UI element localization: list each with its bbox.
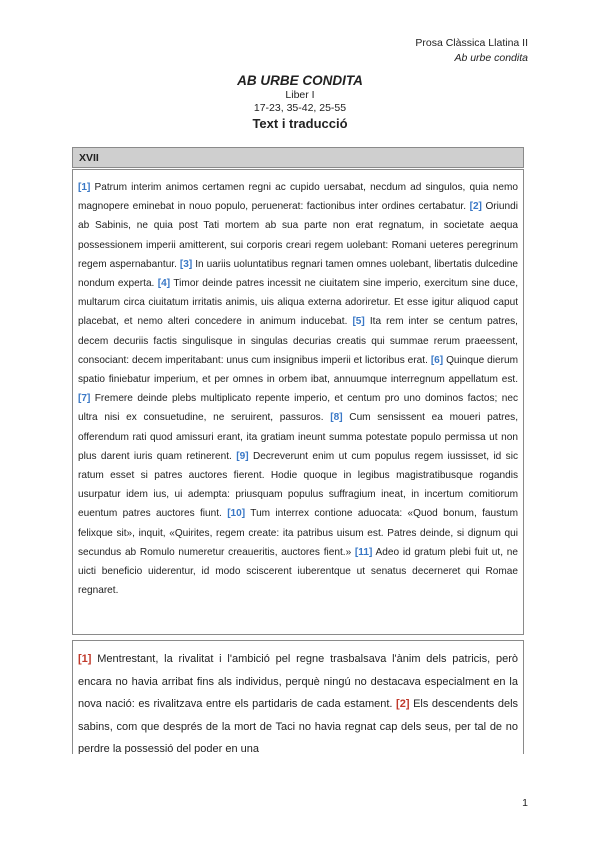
verse-text: Tum interrex contione aduocata: «Quod bonum, faustum felixque sit», inquit, «Quirites, regem create: ita patribus uisum est. Patres deinde, si dignum qui secundus ab Romulo numeretur creaueritis, auctores fient.»: [78, 508, 518, 558]
verse-text: Adeo id gratum plebi fuit ut, ne uicti beneficio uiderentur, id modo sciscerent iuberentque ut senatus decerneret qui Romae regnaret.: [78, 546, 518, 597]
latin-text-box: [72, 169, 524, 635]
verse-text: Oriundi ab Sabinis, ne quia post Tati mortem ab sua parte non erat regnatum, in societate aequa possessionem imperii amitterent, sui corporis creari regem uolebant: Romani ueteres peregrinum regem aspernabantur.: [78, 201, 518, 270]
verse-text: Els descendents dels sabins, com que després de la mort de Taci no havia regnat cap dels seus, per tal de no perdre la possessió del poder en una: [78, 698, 519, 754]
verse-text: In uariis uoluntatibus regnari tamen omnes uolebant, libertatis dulcedine nondum experta.: [78, 258, 518, 290]
verse-text: Patrum interim animos certamen regni ac cupido uersabat, necdum ad singulos, quia nemo magnopere eminebat in nouo populo, peruenerat: factionibus inter ordines certabatur.: [78, 182, 518, 213]
course-name: Prosa Clàssica Llatina II: [415, 37, 528, 49]
verse-text: Decreverunt enim ut cum populus regem iussisset, id sic ratum esset si patres auctores fierent. Hodie quoque in legibus magistratibusque rogandis usurpatur idem ius, ui adempta: priusquam populus suffragium ineat, in incertum comitiorum euentum patres auctores fiunt.: [78, 450, 519, 520]
section-heading: XVII: [72, 147, 524, 168]
verse-number: [3]: [179, 258, 193, 270]
verse-text: Timor deinde patres incessit ne ciuitatem sine imperio, exercitum sine duce, multarum circa ciuitatum irritatis animis, uis aliqua externa adoriretur. Et esse igitur aliquod caput placebat, et nemo alteri concedere in animum inducebat.: [78, 278, 518, 328]
latin-paragraph: [78, 178, 518, 600]
verse-number: [9]: [236, 450, 249, 462]
title-block: [0, 72, 600, 133]
verse-number: [1]: [78, 182, 91, 193]
verse-number: [8]: [330, 412, 343, 424]
verse-number: [5]: [352, 316, 365, 328]
verse-text: Quinque dierum spatio finiebatur imperium, et per omnes in orbem ibat, annuumque interregnum appellatum est.: [78, 354, 519, 386]
verse-number: [6]: [430, 354, 444, 366]
verse-number: [2]: [469, 201, 482, 213]
verse-text: Mentrestant, la rivalitat i l'ambició pel regne trasbalsava l'ànim dels patricis, però encara no havia arribat fins als individus, perquè ningú no destacava especialment en la nova nació: es rivalitzava entre els partidaris de cada estament.: [78, 653, 518, 710]
verse-number: [7]: [78, 393, 91, 405]
verse-number: [4]: [157, 278, 171, 290]
catalan-paragraph: [78, 648, 518, 754]
catalan-translation-box: [72, 640, 524, 754]
page-number: 1: [522, 797, 528, 809]
chapter-range: 17-23, 35-42, 25-55: [253, 102, 347, 114]
verse-text: Cum sensissent ea moueri patres, offerendum rati quod amissuri erant, ita gratiam ineunt summa potestate populo permissa ut non plus darent iuris quam retinerent.: [78, 412, 518, 462]
book-label: Liber I: [285, 89, 315, 101]
verse-number: [10]: [227, 508, 246, 520]
running-header: [415, 36, 528, 66]
verse-text: Fremere deinde plebs multiplicato repente imperio, et centum pro uno dominos factos; nec ultra nisi ex consuetudine, ne seruirent, passuros.: [78, 393, 518, 424]
document-subtitle: Text i traducció: [252, 116, 348, 131]
verse-number: [2]: [396, 698, 410, 710]
verse-text: Ita rem inter se centum patres, decem decuriis factis singulisque in singulas decurias creatis qui summae rerum praeessent, consociant: decem imperitabant: unus cum insignibus imperii et lictoribus erat.: [78, 316, 518, 366]
verse-number: [1]: [78, 653, 92, 665]
work-title: AB URBE CONDITA: [237, 73, 363, 88]
work-title-header: Ab urbe condita: [454, 52, 528, 64]
verse-number: [11]: [354, 546, 373, 558]
